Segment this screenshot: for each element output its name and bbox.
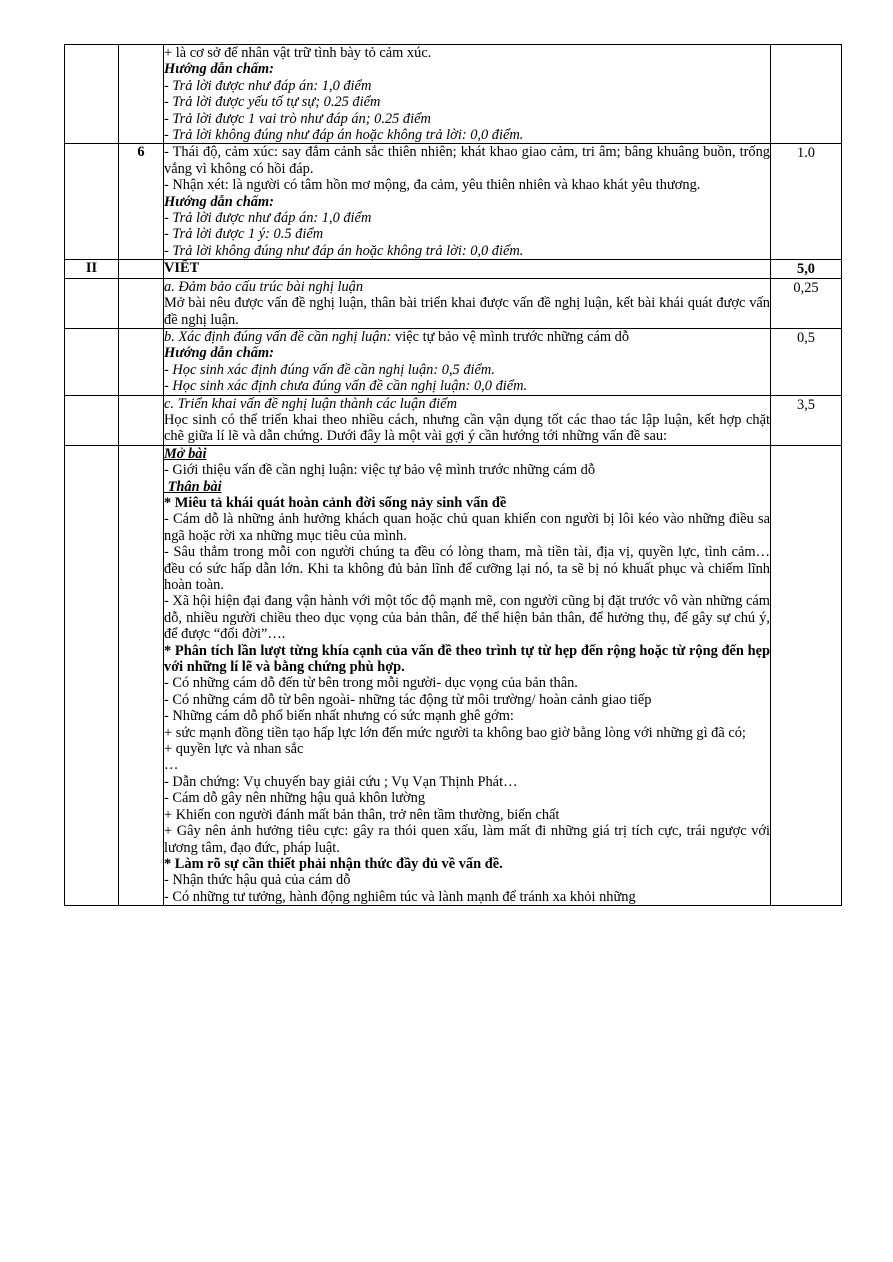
grading-guide-heading: Hướng dẫn chấm:: [164, 193, 274, 210]
score-cell: [771, 445, 842, 905]
content-line: [164, 329, 770, 345]
part-cell: [65, 445, 119, 905]
content-line: - Cám dỗ là những ảnh hưởng khách quan hoặc chủ quan khiến con người bị lôi kéo vào những điều sa ngã hoặc rời xa những mục tiêu của mình.: [164, 511, 770, 544]
content-cell: [164, 45, 771, 144]
part-cell: [65, 328, 119, 395]
content-line: - Nhận xét: là người có tâm hồn mơ mộng, đa cảm, yêu thiên nhiên và khao khát yêu thương.: [164, 177, 701, 194]
content-line: - Có những tư tưởng, hành động nghiêm túc và lành mạnh để tránh xa khỏi những: [164, 888, 636, 905]
score-value: [771, 45, 841, 46]
essay-section-heading: Mở bài: [164, 445, 207, 462]
part-cell: [65, 45, 119, 144]
argument-heading: * Làm rõ sự cần thiết phải nhận thức đầy đủ về vấn đề.: [164, 855, 503, 872]
content-cell: [164, 278, 771, 328]
content-line: + là cơ sở để nhân vật trữ tình bày tỏ cảm xúc.: [164, 45, 432, 61]
argument-heading: * Miêu tả khái quát hoàn cảnh đời sống nảy sinh vấn đề: [164, 494, 507, 511]
content-cell: [164, 445, 771, 905]
content-cell: [164, 328, 771, 395]
question-cell: [119, 260, 164, 278]
score-value: 0,5: [797, 329, 815, 346]
table-row: [65, 144, 842, 260]
grading-rule: - Trả lời được yếu tố tự sự; 0.25 điểm: [164, 94, 381, 111]
table-row: [65, 395, 842, 445]
part-cell: [65, 144, 119, 260]
content-cell: [164, 395, 771, 445]
criterion-detail: việc tự bảo vệ mình trước những cám dỗ: [391, 328, 630, 345]
grading-rule: - Trả lời không đúng như đáp án hoặc không trả lời: 0,0 điểm.: [164, 127, 524, 144]
content-line: - Cám dỗ gây nên những hậu quả khôn lường: [164, 790, 426, 807]
table-row: [65, 278, 842, 328]
content-line: - Có những cám dỗ từ bên ngoài- những tác động từ môi trường/ hoàn cảnh giao tiếp: [164, 691, 652, 708]
part-cell: [65, 395, 119, 445]
criterion-title: c. Triển khai vấn đề nghị luận thành các luận điểm: [164, 395, 457, 412]
part-cell: [65, 278, 119, 328]
content-line: - Xã hội hiện đại đang vận hành với một tốc độ mạnh mẽ, con người cũng bị đặt trước vô vàn những cám dỗ, nhiều người chiều theo dục vọng của bản thân, để thể hiện bản thân, để hưởng thụ, để gây sự chú ý, để được “đổi đời”….: [164, 593, 770, 643]
grading-guide-heading: Hướng dẫn chấm:: [164, 61, 274, 78]
criterion-title: b. Xác định đúng vấn đề cần nghị luận:: [164, 328, 392, 345]
essay-section-heading: Thân bài: [164, 478, 222, 495]
grading-rule: - Học sinh xác định đúng vấn đề cần nghị luận: 0,5 điểm.: [164, 361, 495, 378]
grading-table-body: [65, 45, 842, 906]
content-line: - Có những cám dỗ đến từ bên trong mỗi người- dục vọng của bản thân.: [164, 675, 578, 692]
grading-rule: - Trả lời được như đáp án: 1,0 điểm: [164, 77, 372, 94]
score-cell: [771, 328, 842, 395]
content-line: - Những cám dỗ phổ biến nhất nhưng có sức mạnh ghê gớm:: [164, 708, 514, 725]
table-row: [65, 45, 842, 144]
table-row: [65, 328, 842, 395]
question-cell: [119, 328, 164, 395]
score-cell: [771, 395, 842, 445]
content-line: - Nhận thức hậu quả của cám dỗ: [164, 872, 351, 889]
score-cell: [771, 45, 842, 144]
part-cell: II: [65, 260, 119, 278]
argument-heading: * Phân tích lần lượt từng khía cạnh của vấn đề theo trình tự từ hẹp đến rộng hoặc từ rộng đến hẹp với những lí lẽ và bằng chứng phù hợp.: [164, 642, 770, 676]
content-line: - Sâu thẳm trong mỗi con người chúng ta đều có lòng tham, mà tiền tài, địa vị, quyền lực, tình cảm… đều có sức hấp dẫn lớn. Khi ta không đủ bản lĩnh để cưỡng lại nó, ta sẽ bị nó khuất phục và chiếm lĩnh hoàn toàn.: [164, 544, 770, 593]
score-value: 0,25: [793, 279, 819, 296]
content-line: + Khiến con người đánh mất bản thân, trở nên tầm thường, biến chất: [164, 806, 560, 823]
criterion-title: a. Đảm bảo cấu trúc bài nghị luận: [164, 278, 364, 295]
grading-rule: - Học sinh xác định chưa đúng vấn đề cần nghị luận: 0,0 điểm.: [164, 378, 528, 395]
grading-guide-heading: Hướng dẫn chấm:: [164, 345, 274, 362]
question-cell: [119, 278, 164, 328]
grading-rule: - Trả lời được 1 vai trò như đáp án; 0.25 điểm: [164, 110, 431, 127]
question-cell: [119, 395, 164, 445]
score-value: 5,0: [797, 261, 815, 278]
grading-rule: - Trả lời không đúng như đáp án hoặc không trả lời: 0,0 điểm.: [164, 242, 524, 259]
table-row: [65, 260, 842, 278]
table-row: [65, 445, 842, 905]
score-cell: [771, 278, 842, 328]
question-cell: [119, 445, 164, 905]
content-line: - Giới thiệu vấn đề cần nghị luận: việc tự bảo vệ mình trước những cám dỗ: [164, 462, 596, 479]
score-value: [771, 446, 841, 447]
content-line: …: [164, 757, 179, 774]
question-cell: [119, 45, 164, 144]
grading-table: [64, 44, 842, 906]
grading-rule: - Trả lời được như đáp án: 1,0 điểm: [164, 210, 372, 227]
content-line: + sức mạnh đồng tiền tạo hấp lực lớn đến mức người ta không bao giờ bằng lòng với những gì đã có;: [164, 724, 746, 741]
content-line: + Gây nên ảnh hưởng tiêu cực: gây ra thói quen xấu, làm mất đi những giá trị tích cực, trái ngược với lương tâm, đạo đức, pháp luật.: [164, 823, 770, 856]
content-line: - Dẫn chứng: Vụ chuyến bay giải cứu ; Vụ Vạn Thịnh Phát…: [164, 773, 518, 790]
score-value: 3,5: [797, 396, 815, 413]
content-line: Học sinh có thể triển khai theo nhiều cách, nhưng cần vận dụng tốt các thao tác lập luận, kết hợp chặt chẽ giữa lí lẽ và dẫn chứng. Dưới đây là một vài gợi ý cần hướng tới những vấn đề sau:: [164, 411, 770, 445]
score-cell: [771, 260, 842, 278]
score-value: 1.0: [797, 145, 815, 162]
grading-rule: - Trả lời được 1 ý: 0.5 điểm: [164, 226, 324, 243]
score-cell: [771, 144, 842, 260]
content-cell: [164, 260, 771, 278]
content-line: - Thái độ, cảm xúc: say đắm cảnh sắc thiên nhiên; khát khao giao cảm, tri âm; bâng khuâng buồn, trống vắng vì không có hồi đáp.: [164, 144, 770, 177]
content-line: + quyền lực và nhan sắc: [164, 741, 304, 758]
question-cell: 6: [119, 144, 164, 260]
section-heading: VIẾT: [164, 260, 200, 277]
content-line: Mở bài nêu được vấn đề nghị luận, thân bài triển khai được vấn đề nghị luận, kết bài khái quát được vấn đề nghị luận.: [164, 295, 770, 328]
content-cell: [164, 144, 771, 260]
